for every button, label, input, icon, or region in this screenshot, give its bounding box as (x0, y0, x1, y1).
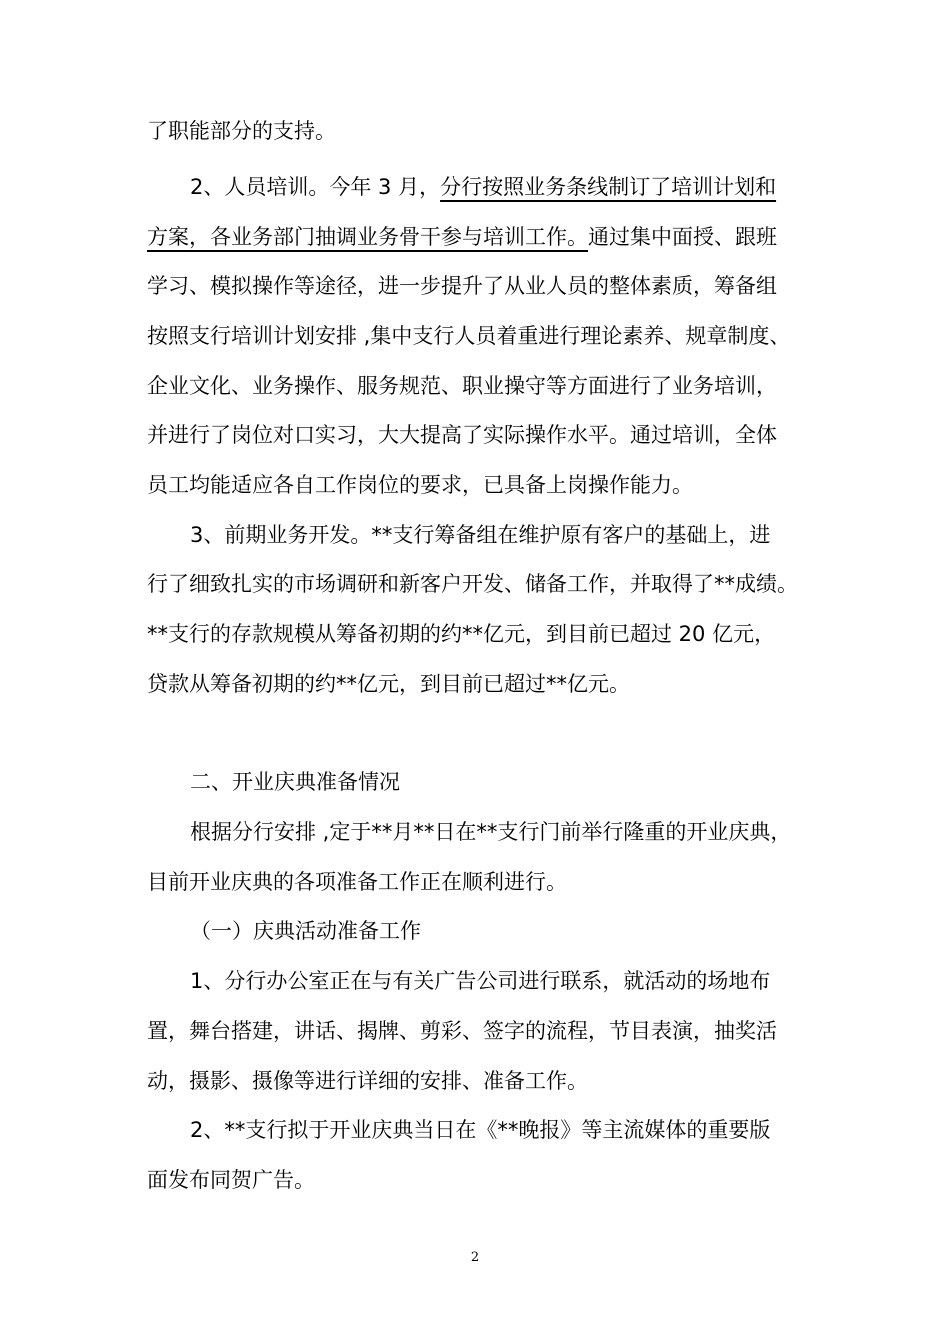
text-line: 并进行了岗位对口实习，大大提高了实际操作水平。通过培训，全体 (147, 423, 777, 447)
text-line: 贷款从筹备初期的约**亿元，到目前已超过**亿元。 (147, 672, 630, 696)
text-line: 1、分行办公室正在与有关广告公司进行联系，就活动的场地布 (190, 969, 771, 993)
text-line: 2、**支行拟于开业庆典当日在《**晚报》等主流媒体的重要版 (190, 1118, 771, 1142)
text-line (147, 222, 807, 252)
text-line: 学习、模拟操作等途径，进一步提升了从业人员的整体素质，筹备组 (147, 274, 777, 298)
text-line: 员工均能适应各自工作岗位的要求，已具备上岗操作能力。 (147, 473, 693, 497)
text-line: 按照支行培训计划安排 ,集中支行人员着重进行理论素养、规章制度、 (147, 324, 791, 348)
text-line: 行了细致扎实的市场调研和新客户开发、储备工作，并取得了**成绩。 (147, 572, 798, 596)
text-line (190, 172, 810, 202)
underlined-text: 分行按照业务条线制订了培训计划和 (440, 175, 777, 199)
page-number: 2 (470, 1250, 480, 1265)
text-line: 企业文化、业务操作、服务规范、职业操守等方面进行了业务培训， (147, 374, 777, 398)
text-line: **支行的存款规模从筹备初期的约**亿元，到目前已超过 20 亿元， (147, 622, 776, 646)
text-span: 2、人员培训。今年 3 月， (190, 175, 441, 199)
text-line: 目前开业庆典的各项准备工作正在顺利进行。 (147, 870, 567, 894)
underlined-text: 方案，各业务部门抽调业务骨干参与培训工作。 (147, 225, 588, 249)
text-span: 通过集中面授、跟班 (588, 225, 777, 249)
subsection-heading: （一）庆典活动准备工作 (190, 919, 421, 943)
section-heading: 二、开业庆典准备情况 (190, 770, 400, 794)
text-line: 根据分行安排 ,定于**月**日在**支行门前举行隆重的开业庆典， (190, 820, 792, 844)
text-line: 置，舞台搭建，讲话、揭牌、剪彩、签字的流程，节目表演，抽奖活 (147, 1019, 777, 1043)
text-line: 面发布同贺广告。 (147, 1168, 315, 1192)
text-line: 了职能部分的支持。 (147, 119, 336, 143)
text-line: 3、前期业务开发。**支行筹备组在维护原有客户的基础上，进 (190, 523, 771, 547)
text-line: 动，摄影、摄像等进行详细的安排、准备工作。 (147, 1069, 588, 1093)
